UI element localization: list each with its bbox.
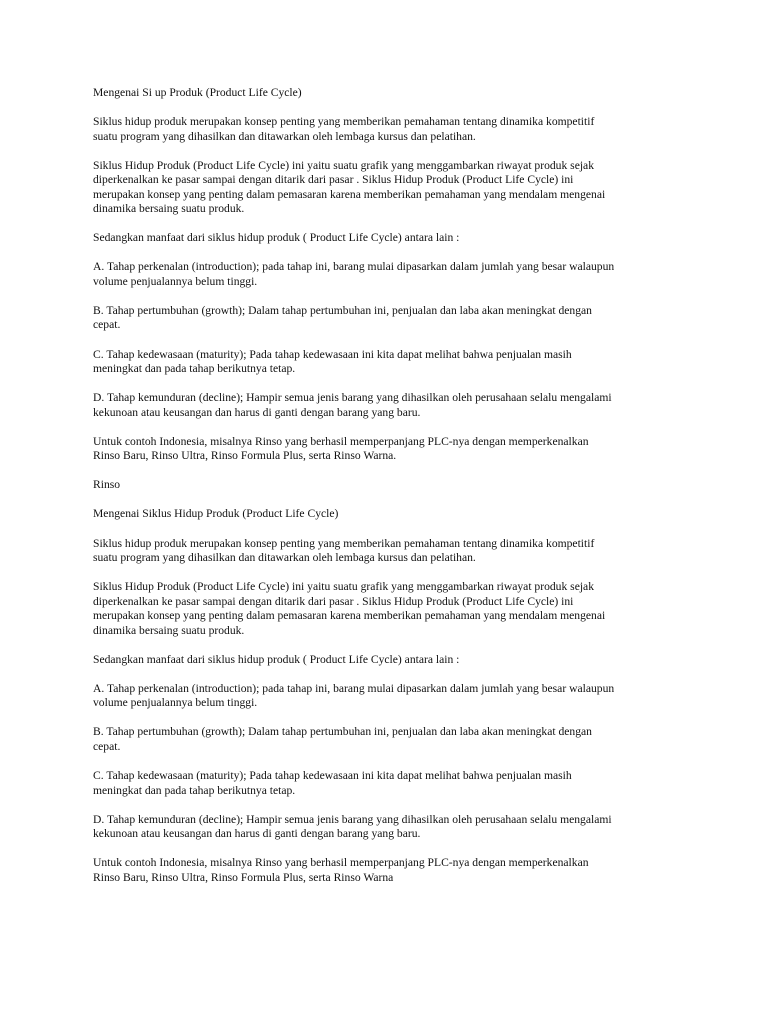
body-paragraph: Sedangkan manfaat dari siklus hidup produk ( Product Life Cycle) antara lain : bbox=[93, 231, 460, 245]
body-paragraph: Siklus Hidup Produk (Product Life Cycle) ini yaitu suatu grafik yang menggambarkan riwayat produk sejak diperkenalkan ke pasar sampai dengan ditarik dari pasar . Siklus Hidup Produk (Product Life Cycle) ini merupakan konsep yang penting dalam pemasaran karena memberikan pemahaman yang mendalam mengenai dinamika bersaing suatu produk. bbox=[93, 158, 606, 216]
body-paragraph: Untuk contoh Indonesia, misalnya Rinso yang berhasil memperpanjang PLC-nya dengan memperkenalkan Rinso Baru, Rinso Ultra, Rinso Formula Plus, serta Rinso Warna. bbox=[93, 434, 589, 463]
list-item-paragraph: C. Tahap kedewasaan (maturity); Pada tahap kedewasaan ini kita dapat melihat bahwa penjualan masih meningkat dan pada tahap berikutnya tetap. bbox=[93, 769, 572, 797]
list-item-paragraph: B. Tahap pertumbuhan (growth); Dalam tahap pertumbuhan ini, penjualan dan laba akan meningkat dengan cepat. bbox=[93, 303, 592, 332]
list-item-paragraph: A. Tahap perkenalan (introduction); pada tahap ini, barang mulai dipasarkan dalam jumlah yang besar walaupun volume penjualannya belum tinggi. bbox=[93, 681, 615, 710]
body-paragraph: Siklus Hidup Produk (Product Life Cycle) ini yaitu suatu grafik yang menggambarkan riwayat produk sejak diperkenalkan ke pasar sampai dengan ditarik dari pasar . Siklus Hidup Produk (Product Life Cycle) ini merupakan konsep yang penting dalam pemasaran karena memberikan pemahaman yang mendalam mengenai dinamika bersaing suatu produk. bbox=[93, 580, 606, 637]
list-item-paragraph: A. Tahap perkenalan (introduction); pada tahap ini, barang mulai dipasarkan dalam jumlah yang besar walaupun volume penjualannya belum tinggi. bbox=[93, 260, 615, 288]
body-paragraph: Siklus hidup produk merupakan konsep penting yang memberikan pemahaman tentang dinamika kompetitif suatu program yang dihasilkan dan ditawarkan oleh lembaga kursus dan pelatihan. bbox=[93, 115, 595, 143]
body-paragraph: Siklus hidup produk merupakan konsep penting yang memberikan pemahaman tentang dinamika kompetitif suatu program yang dihasilkan dan ditawarkan oleh lembaga kursus dan pelatihan. bbox=[93, 536, 595, 565]
body-paragraph: Untuk contoh Indonesia, misalnya Rinso yang berhasil memperpanjang PLC-nya dengan memperkenalkan Rinso Baru, Rinso Ultra, Rinso Formula Plus, serta Rinso Warna bbox=[93, 856, 589, 884]
list-item-paragraph: B. Tahap pertumbuhan (growth); Dalam tahap pertumbuhan ini, penjualan dan laba akan meningkat dengan cepat. bbox=[93, 725, 592, 753]
list-item-paragraph: C. Tahap kedewasaan (maturity); Pada tahap kedewasaan ini kita dapat melihat bahwa penjualan masih meningkat dan pada tahap berikutnya tetap. bbox=[93, 347, 572, 376]
list-item-paragraph: D. Tahap kemunduran (decline); Hampir semua jenis barang yang dihasilkan oleh perusahaan selalu mengalami kekunoan atau keusangan dan harus di ganti dengan barang yang baru. bbox=[93, 812, 612, 841]
body-paragraph: Sedangkan manfaat dari siklus hidup produk ( Product Life Cycle) antara lain : bbox=[93, 652, 460, 666]
heading-paragraph: Mengenai Si up Produk (Product Life Cycle) bbox=[93, 86, 302, 99]
list-item-paragraph: D. Tahap kemunduran (decline); Hampir semua jenis barang yang dihasilkan oleh perusahaan selalu mengalami kekunoan atau keusangan dan harus di ganti dengan barang yang baru. bbox=[93, 391, 612, 419]
body-paragraph: Rinso bbox=[93, 478, 121, 492]
heading-paragraph: Mengenai Siklus Hidup Produk (Product Life Cycle) bbox=[93, 507, 339, 521]
